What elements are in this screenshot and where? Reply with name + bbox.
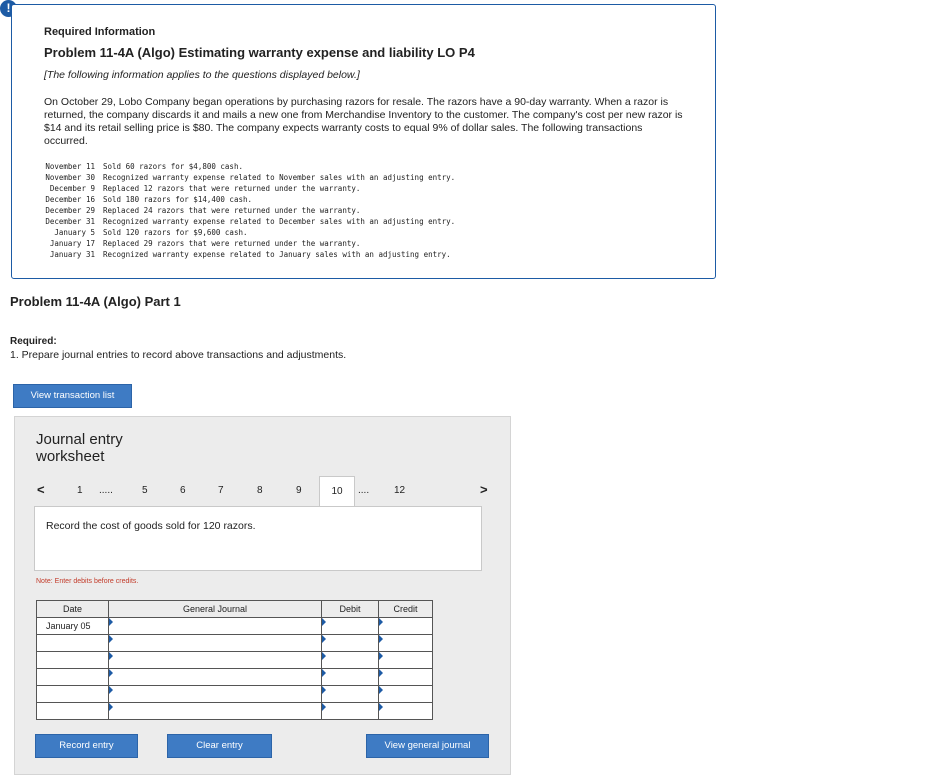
transaction-list xyxy=(44,161,455,260)
page-link-10-active[interactable]: 10 xyxy=(319,476,355,509)
credit-input[interactable] xyxy=(379,686,433,703)
credit-header: Credit xyxy=(379,601,433,618)
account-select[interactable] xyxy=(109,618,322,635)
chevron-left-icon[interactable]: < xyxy=(37,482,45,497)
table-row xyxy=(37,652,433,669)
credit-input[interactable] xyxy=(379,669,433,686)
date-cell xyxy=(37,635,109,652)
credit-input[interactable] xyxy=(379,703,433,720)
page-link-6[interactable]: 6 xyxy=(180,485,186,496)
page-link-1[interactable]: 1 xyxy=(77,485,83,496)
view-general-journal-button[interactable]: View general journal xyxy=(366,734,489,758)
date-cell xyxy=(37,686,109,703)
input-marker-icon xyxy=(322,652,326,660)
transaction-row: December 29 Replaced 24 razors that were returned under the warranty. xyxy=(45,206,361,215)
date-cell: January 05 xyxy=(37,618,109,635)
debit-header: Debit xyxy=(322,601,379,618)
account-select[interactable] xyxy=(109,635,322,652)
required-text: 1. Prepare journal entries to record above transactions and adjustments. xyxy=(10,349,347,361)
transaction-row: November 30 Recognized warranty expense related to November sales with an adjusting entry. xyxy=(45,173,456,182)
date-cell xyxy=(37,652,109,669)
credit-input[interactable] xyxy=(379,635,433,652)
account-select[interactable] xyxy=(109,686,322,703)
transaction-row: January 5 Sold 120 razors for $9,600 cash. xyxy=(54,228,248,237)
input-marker-icon xyxy=(322,703,326,711)
input-marker-icon xyxy=(379,652,383,660)
info-note: [The following information applies to the questions displayed below.] xyxy=(44,69,360,81)
pager-ellipsis: .... xyxy=(358,485,370,496)
page-link-5[interactable]: 5 xyxy=(142,485,148,496)
page-link-12[interactable]: 12 xyxy=(394,485,406,496)
table-row xyxy=(37,703,433,720)
debit-input[interactable] xyxy=(322,703,379,720)
input-marker-icon xyxy=(322,618,326,626)
credit-input[interactable] xyxy=(379,652,433,669)
account-select[interactable] xyxy=(109,669,322,686)
date-cell xyxy=(37,669,109,686)
page-link-8[interactable]: 8 xyxy=(257,485,263,496)
debit-input[interactable] xyxy=(322,669,379,686)
table-row xyxy=(37,618,433,635)
entry-prompt: Record the cost of goods sold for 120 razors. xyxy=(46,520,256,532)
part-title: Problem 11-4A (Algo) Part 1 xyxy=(10,294,181,309)
input-marker-icon xyxy=(379,635,383,643)
input-marker-icon xyxy=(379,618,383,626)
transaction-row: December 9 Replaced 12 razors that were returned under the warranty. xyxy=(49,184,361,193)
entry-prompt-box xyxy=(34,506,482,571)
problem-title: Problem 11-4A (Algo) Estimating warranty expense and liability LO P4 xyxy=(44,45,475,60)
transaction-row: January 17 Replaced 29 razors that were returned under the warranty. xyxy=(49,239,361,248)
record-entry-button[interactable]: Record entry xyxy=(35,734,138,758)
debit-input[interactable] xyxy=(322,618,379,635)
date-cell xyxy=(37,703,109,720)
page-link-9[interactable]: 9 xyxy=(296,485,302,496)
table-row xyxy=(37,686,433,703)
dropdown-marker-icon xyxy=(109,703,113,711)
debit-credit-note: Note: Enter debits before credits. xyxy=(36,578,139,585)
dropdown-marker-icon xyxy=(109,635,113,643)
debit-input[interactable] xyxy=(322,652,379,669)
info-heading: Required Information xyxy=(44,26,156,38)
dropdown-marker-icon xyxy=(109,618,113,626)
input-marker-icon xyxy=(322,635,326,643)
date-header: Date xyxy=(37,601,109,618)
required-information-panel xyxy=(11,4,716,279)
transaction-row: November 11 Sold 60 razors for $4,800 cash. xyxy=(45,162,243,171)
chevron-right-icon[interactable]: > xyxy=(480,482,488,497)
debit-input[interactable] xyxy=(322,635,379,652)
clear-entry-button[interactable]: Clear entry xyxy=(167,734,272,758)
table-row xyxy=(37,635,433,652)
pager-ellipsis: ..... xyxy=(99,485,113,496)
input-marker-icon xyxy=(379,703,383,711)
dropdown-marker-icon xyxy=(109,652,113,660)
page-link-7[interactable]: 7 xyxy=(218,485,224,496)
transaction-row: December 31 Recognized warranty expense related to December sales with an adjusting entry. xyxy=(45,217,456,226)
dropdown-marker-icon xyxy=(109,669,113,677)
required-label: Required: xyxy=(10,336,57,347)
general-journal-header: General Journal xyxy=(109,601,322,618)
debit-input[interactable] xyxy=(322,686,379,703)
credit-input[interactable] xyxy=(379,618,433,635)
input-marker-icon xyxy=(322,686,326,694)
journal-entry-worksheet xyxy=(14,416,511,775)
transaction-row: December 16 Sold 180 razors for $14,400 cash. xyxy=(45,195,253,204)
input-marker-icon xyxy=(322,669,326,677)
input-marker-icon xyxy=(379,686,383,694)
input-marker-icon xyxy=(379,669,383,677)
worksheet-pager xyxy=(15,478,512,506)
worksheet-title: Journal entry worksheet xyxy=(36,431,123,465)
transaction-row: January 31 Recognized warranty expense related to January sales with an adjusting entry. xyxy=(49,250,451,259)
journal-table xyxy=(36,600,433,720)
dropdown-marker-icon xyxy=(109,686,113,694)
account-select[interactable] xyxy=(109,652,322,669)
scenario-text: On October 29, Lobo Company began operations by purchasing razors for resale. The razors have a 90-day warranty. When a razor is returned, the company discards it and mails a new one from Merchandise Inventory to the customer. The company's cost per new razor is $14 and its retail selling price is $80. The company expects warranty costs to equal 9% of dollar sales. The following transactions occurred. xyxy=(44,96,683,147)
account-select[interactable] xyxy=(109,703,322,720)
view-transaction-list-button[interactable]: View transaction list xyxy=(13,384,132,408)
alert-icon: ! xyxy=(0,0,17,17)
table-row xyxy=(37,669,433,686)
